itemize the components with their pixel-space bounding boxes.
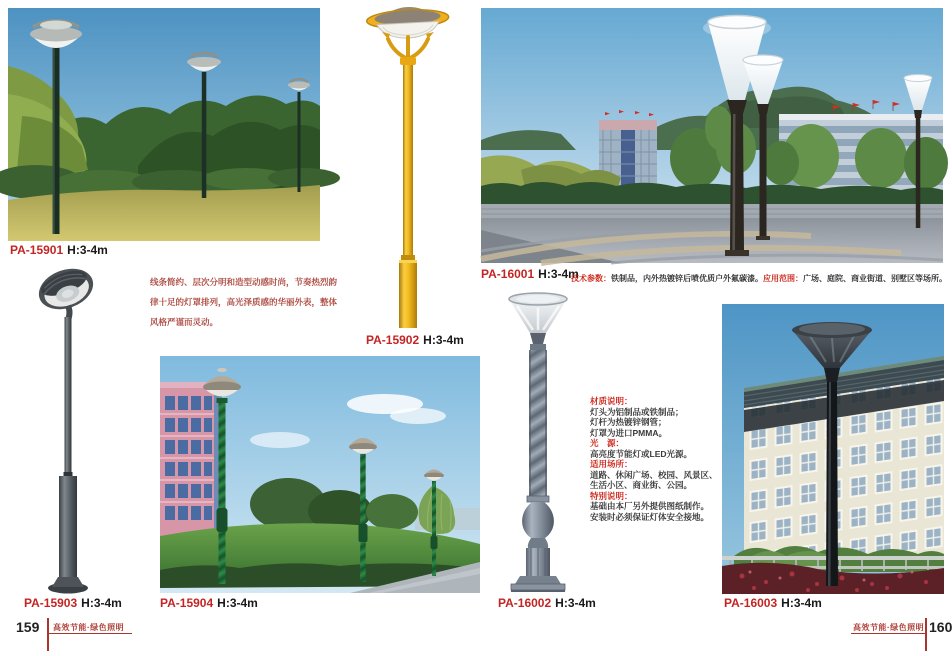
design-description-line: 线条简约、层次分明和造型动感时尚，节奏热烈韵 xyxy=(150,277,338,287)
material-line: 基础由本厂另外提供图纸制作。 xyxy=(590,501,710,511)
material-line: 生活小区、商业街、公园。 xyxy=(590,480,693,490)
page-number-left: 159 xyxy=(16,619,40,635)
tech-params-text: 铁制品，内外热镀锌后喷优质户外氟碳漆。 xyxy=(611,274,763,283)
model-number: PA-16003 xyxy=(724,596,778,610)
material-heading: 材质说明： xyxy=(590,396,633,406)
material-line: 道路、休闲广场、校园、风景区、 xyxy=(590,469,718,480)
photo-plaza-scene xyxy=(481,8,943,263)
photo-campus-scene xyxy=(160,356,480,593)
footer-underline-right xyxy=(851,633,925,634)
application-range-text: 广场、庭院、商业街道、别墅区等场所。 xyxy=(803,274,947,283)
product-label-pa16001 xyxy=(481,267,579,281)
footer-divider-left xyxy=(47,618,49,651)
height-spec: H:3-4m xyxy=(538,267,579,281)
product-label-pa15904 xyxy=(160,596,258,610)
campus-scene-illustration xyxy=(160,356,480,593)
photo-garden-scene xyxy=(8,8,320,241)
model-number: PA-16002 xyxy=(498,596,552,610)
office-scene-illustration xyxy=(722,304,944,594)
yellow-lamp-illustration xyxy=(350,5,480,331)
photo-office-scene xyxy=(722,304,944,594)
material-line: 灯罩为进口PMMA。 xyxy=(590,427,667,438)
design-description xyxy=(150,272,355,332)
model-number: PA-15903 xyxy=(24,596,78,610)
model-number: PA-15901 xyxy=(10,243,64,257)
application-range-label: 应用范围： xyxy=(763,274,803,283)
product-label-pa15903 xyxy=(24,596,122,610)
special-note-heading: 特别说明： xyxy=(590,490,633,501)
dark-lamp-illustration xyxy=(18,262,153,597)
tech-params-label: 技术参数： xyxy=(571,274,611,283)
height-spec: H:3-4m xyxy=(217,596,258,610)
footer-underline-left xyxy=(47,633,132,634)
material-line: 高亮度节能灯或LED光源。 xyxy=(590,448,693,459)
footer-divider-right xyxy=(925,618,927,651)
garden-scene-illustration xyxy=(8,8,320,241)
product-shot-pa16002 xyxy=(483,286,603,593)
model-number: PA-16001 xyxy=(481,267,535,281)
design-description-line: 风格严谨而灵动。 xyxy=(150,317,219,327)
applicable-places-heading: 适用场所： xyxy=(590,459,633,469)
pa16001-technical-note xyxy=(571,273,947,284)
footer-slogan-left: 高效节能·绿色照明 xyxy=(53,623,125,632)
twisted-lamp-illustration xyxy=(483,286,603,593)
material-specification xyxy=(590,396,724,522)
product-label-pa16002 xyxy=(498,596,596,610)
product-label-pa16003 xyxy=(724,596,822,610)
material-line: 灯杆为热镀锌钢管； xyxy=(590,417,667,427)
material-line: 灯头为铝制品或铁制品； xyxy=(590,406,684,417)
page-number-right: 160 xyxy=(929,619,952,635)
model-number: PA-15902 xyxy=(366,333,420,347)
height-spec: H:3-4m xyxy=(67,243,108,257)
design-description-line: 律十足的灯罩排列，高光泽质感的华丽外表，整体 xyxy=(150,297,338,307)
product-label-pa15901 xyxy=(10,243,108,257)
height-spec: H:3-4m xyxy=(781,596,822,610)
product-label-pa15902 xyxy=(366,333,464,347)
height-spec: H:3-4m xyxy=(423,333,464,347)
product-shot-pa15903 xyxy=(18,262,153,597)
material-line: 安装时必须保证灯体安全接地。 xyxy=(590,511,710,522)
model-number: PA-15904 xyxy=(160,596,214,610)
light-source-heading: 光 源： xyxy=(590,438,625,448)
footer-slogan-right: 高效节能·绿色照明 xyxy=(853,623,925,632)
height-spec: H:3-4m xyxy=(81,596,122,610)
height-spec: H:3-4m xyxy=(555,596,596,610)
product-shot-pa15902 xyxy=(350,5,480,331)
plaza-scene-illustration xyxy=(481,8,943,263)
